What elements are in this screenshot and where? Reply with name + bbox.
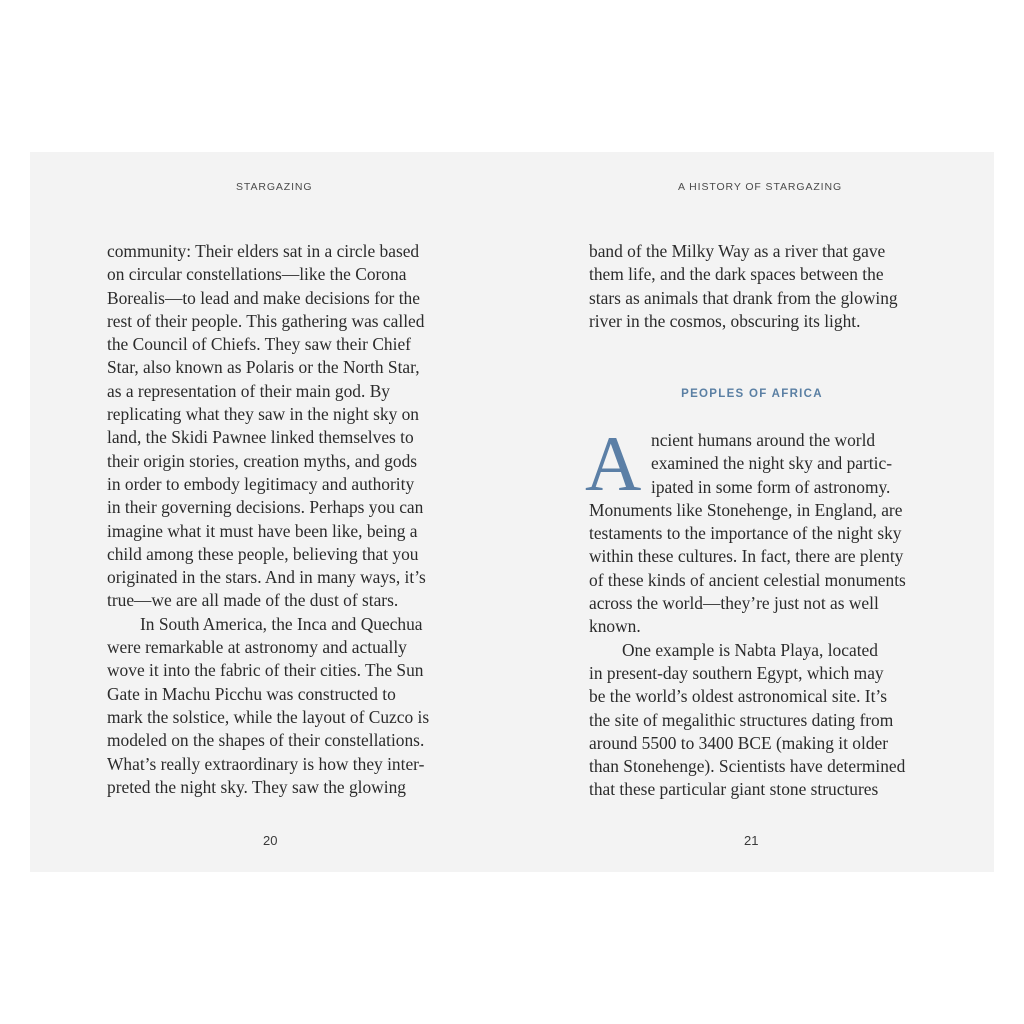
text-line: imagine what it must have been like, being a: [107, 520, 418, 541]
running-head-left: STARGAZING: [236, 181, 313, 193]
text-line: their origin stories, creation myths, and gods: [107, 450, 418, 471]
page-number-right: 21: [744, 833, 759, 848]
text-line: What’s really extraordinary is how they inter-: [107, 753, 425, 774]
text-line: that these particular giant stone structures: [589, 779, 879, 800]
drop-cap: A: [585, 420, 642, 507]
text-line: Monuments like Stonehenge, in England, are: [589, 499, 903, 520]
paragraph-start-line: In South America, the Inca and Quechua: [140, 613, 423, 634]
book-spread: [30, 152, 994, 872]
text-line: ncient humans around the world: [651, 430, 876, 450]
text-line: within these cultures. In fact, there are plenty: [589, 546, 904, 567]
text-line: across the world—they’re just not as well: [589, 593, 879, 614]
text-line: as a representation of their main god. By: [107, 380, 390, 401]
text-line: community: Their elders sat in a circle based: [107, 241, 420, 261]
text-line: the site of megalithic structures dating from: [589, 709, 894, 730]
text-line: preted the night sky. They saw the glowing: [107, 776, 406, 797]
text-line: child among these people, believing that you: [107, 543, 419, 564]
text-line: were remarkable at astronomy and actually: [107, 637, 407, 658]
text-line: rest of their people. This gathering was called: [107, 310, 425, 331]
text-line: of these kinds of ancient celestial monuments: [589, 569, 906, 590]
page-number-left: 20: [263, 833, 278, 848]
text-line: testaments to the importance of the night sky: [589, 523, 902, 544]
text-line: on circular constellations—like the Corona: [107, 264, 407, 285]
section-heading: PEOPLES OF AFRICA: [681, 388, 823, 400]
text-line: in present-day southern Egypt, which may: [589, 662, 884, 683]
text-line: be the world’s oldest astronomical site. It’s: [589, 686, 888, 707]
text-line: in their governing decisions. Perhaps you can: [107, 497, 424, 518]
text-line: river in the cosmos, obscuring its light.: [589, 310, 861, 331]
right-page: [512, 152, 994, 872]
left-page: [30, 152, 512, 872]
text-line: stars as animals that drank from the glowing: [589, 287, 898, 308]
paragraph-start-line: One example is Nabta Playa, located: [622, 639, 878, 660]
text-line: land, the Skidi Pawnee linked themselves to: [107, 427, 414, 448]
section-body: [585, 420, 919, 802]
text-line: originated in the stars. And in many ways, it’s: [107, 567, 426, 588]
text-line: in order to embody legitimacy and authority: [107, 473, 415, 494]
text-line: wove it into the fabric of their cities. The Sun: [107, 660, 424, 681]
right-page-opening-body: [589, 240, 919, 333]
text-line: ipated in some form of astronomy.: [651, 476, 891, 497]
text-line: replicating what they saw in the night sky on: [107, 404, 420, 425]
text-line: them life, and the dark spaces between the: [589, 264, 884, 285]
text-line: known.: [589, 616, 641, 637]
text-line: examined the night sky and partic-: [651, 453, 892, 474]
left-page-body: [107, 240, 437, 799]
text-line: modeled on the shapes of their constellations.: [107, 730, 425, 751]
text-line: the Council of Chiefs. They saw their Chief: [107, 334, 411, 355]
text-line: Borealis—to lead and make decisions for the: [107, 287, 420, 308]
text-line: than Stonehenge). Scientists have determined: [589, 756, 906, 777]
text-line: Gate in Machu Picchu was constructed to: [107, 683, 396, 704]
text-line: Star, also known as Polaris or the North Star,: [107, 357, 420, 378]
text-line: true—we are all made of the dust of stars.: [107, 590, 399, 611]
running-head-right: A HISTORY OF STARGAZING: [678, 181, 843, 193]
text-line: band of the Milky Way as a river that gave: [589, 241, 886, 261]
text-line: mark the solstice, while the layout of Cuzco is: [107, 706, 430, 727]
text-line: around 5500 to 3400 BCE (making it older: [589, 732, 888, 753]
